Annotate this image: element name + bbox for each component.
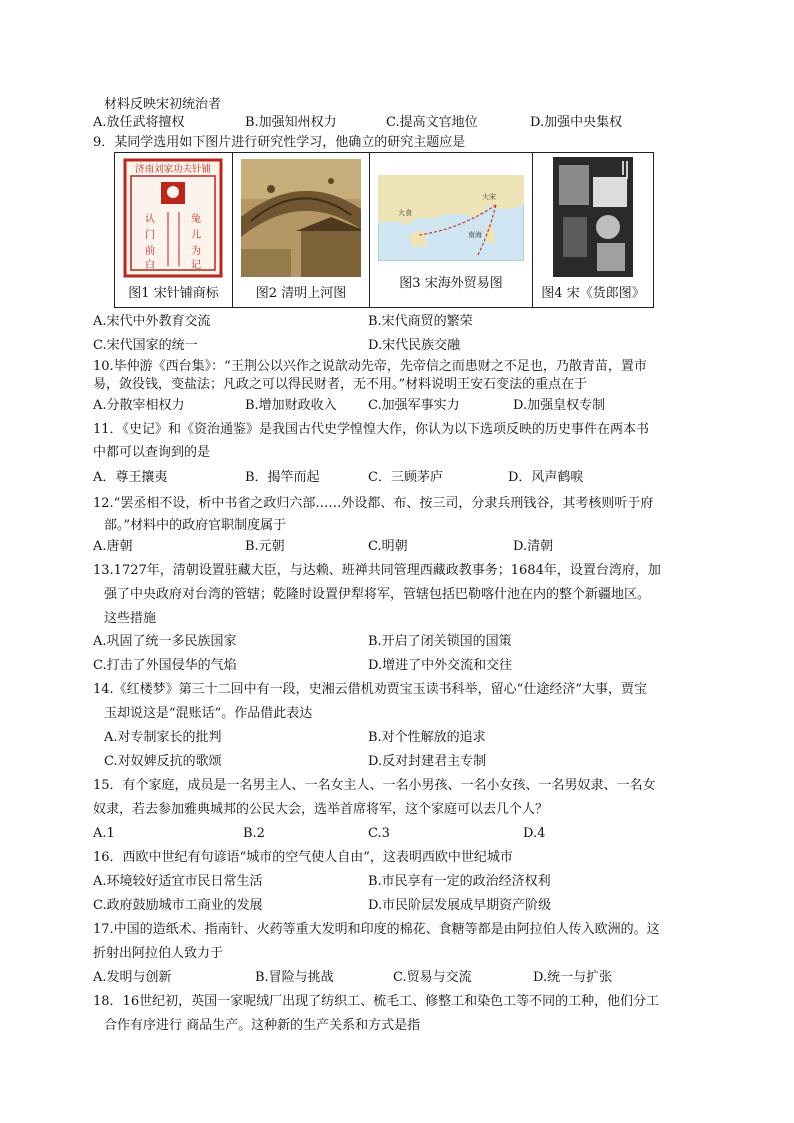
- figure-2: [233, 153, 370, 307]
- figure-2-caption: 图2 清明上河图: [255, 286, 347, 301]
- q13-option-d[interactable]: D.增进了中外交流和交往: [368, 658, 513, 673]
- map-label-arabia: 大食: [398, 209, 412, 217]
- q10-option-b[interactable]: B.增加财政收入: [245, 398, 337, 413]
- figure-4: [533, 153, 653, 307]
- figure-4-caption: 图4 宋《货郎图》: [541, 286, 645, 301]
- seal-trademark-image: [123, 158, 223, 278]
- q12-option-c[interactable]: C.明朝: [368, 539, 408, 554]
- q12-option-d[interactable]: D.清朝: [513, 539, 554, 554]
- q10-option-a[interactable]: A.分散宰相权力: [93, 398, 185, 413]
- q17-option-a[interactable]: A.发明与创新: [93, 970, 172, 985]
- q16-option-b[interactable]: B.市民享有一定的政治经济权利: [368, 874, 551, 889]
- seal-char-1: 认: [145, 214, 155, 225]
- q16-option-a[interactable]: A.环境较好适宜市民日常生活: [93, 874, 263, 889]
- q18-stem-2: 合作有序进行 商品生产。这种新的生产关系和方式是指: [104, 1018, 421, 1033]
- q10-option-d[interactable]: D.加强皇权专制: [513, 398, 606, 413]
- q15-option-a[interactable]: A.1: [93, 826, 115, 841]
- q17-option-b[interactable]: B.冒险与挑战: [255, 970, 334, 985]
- seal-char-5: 兔: [191, 214, 201, 225]
- seal-char-2: 门: [145, 230, 155, 241]
- seal-char-4: 白: [145, 260, 155, 271]
- map-label-song: 大宋: [482, 193, 496, 201]
- q12-option-b[interactable]: B.元朝: [245, 539, 285, 554]
- q14-option-a[interactable]: A.对专制家长的批判: [104, 730, 222, 745]
- q9-option-b[interactable]: B.宋代商贸的繁荣: [368, 314, 473, 329]
- q9-stem: 9．某同学选用如下图片进行研究性学习，他确立的研究主题应是: [93, 135, 466, 150]
- seal-char-3: 前: [145, 246, 155, 257]
- q11-stem-2: 中都可以查询到的是: [93, 445, 211, 460]
- seal-char-7: 为: [191, 246, 201, 257]
- q15-stem-2: 奴隶，若去参加雅典城邦的公民大会，选举首席将军，这个家庭可以去几个人？: [93, 802, 549, 817]
- q17-option-c[interactable]: C.贸易与交流: [393, 970, 472, 985]
- q14-option-c[interactable]: C.对奴婢反抗的歌颂: [104, 754, 222, 769]
- q10-option-c[interactable]: C.加强军事实力: [368, 398, 460, 413]
- q13-option-a[interactable]: A.巩固了统一多民族国家: [93, 634, 237, 649]
- q12-stem-1: 12.“罢丞相不设，析中书省之政归六部……外设都、布、按三司，分隶兵刑钱谷，其考核则听于府: [93, 496, 654, 511]
- q11-option-a[interactable]: A．尊王攘夷: [93, 470, 168, 485]
- q12-stem-2: 部。”材料中的政府官职制度属于: [104, 518, 287, 533]
- q13-option-c[interactable]: C.打击了外国侵华的气焰: [93, 658, 237, 673]
- seal-char-8: 记: [191, 260, 201, 271]
- q13-stem-2: 强了中央政府对台湾的管辖；乾隆时设置伊犁将军，管辖包括巴勒喀什池在内的整个新疆地区。: [104, 587, 651, 602]
- figure-3: [370, 153, 533, 307]
- q15-stem-1: 15．有个家庭，成员是一名男主人、一名女主人、一名小男孩、一名小女孩、一名男奴隶、一名女: [93, 778, 656, 793]
- q8-option-c[interactable]: C.提高文官地位: [386, 115, 478, 130]
- q14-option-b[interactable]: B.对个性解放的追求: [368, 730, 486, 745]
- q13-stem-3: 这些措施: [104, 611, 157, 626]
- figure-table: [114, 152, 654, 308]
- figure-1: [115, 153, 233, 307]
- q9-option-a[interactable]: A.宋代中外教育交流: [93, 314, 211, 329]
- trade-map-image: [378, 175, 524, 261]
- peddler-painting-image: [553, 157, 633, 277]
- q8-option-d[interactable]: D.加强中央集权: [530, 115, 623, 130]
- q8-option-a[interactable]: A.放任武将擅权: [93, 115, 185, 130]
- q16-option-d[interactable]: D.市民阶层发展成早期资产阶级: [368, 898, 552, 913]
- q8-stem-end: 材料反映宋初统治者: [104, 97, 222, 112]
- q9-option-c[interactable]: C.宋代国家的统一: [93, 338, 198, 353]
- q17-stem-1: 17.中国的造纸术、指南针、火药等重大发明和印度的棉花、食糖等都是由阿拉伯人传入欧洲的。这: [93, 922, 660, 937]
- q15-option-b[interactable]: B.2: [243, 826, 265, 841]
- q13-option-b[interactable]: B.开启了闭关锁国的国策: [368, 634, 512, 649]
- q11-option-b[interactable]: B．揭竿而起: [245, 470, 320, 485]
- q15-option-c[interactable]: C.3: [368, 826, 390, 841]
- q15-option-d[interactable]: D.4: [523, 826, 546, 841]
- q11-option-d[interactable]: D．风声鹤唳: [508, 470, 584, 485]
- q11-option-c[interactable]: C．三顾茅庐: [368, 470, 443, 485]
- seal-top-text: 济南刘家功夫针铺: [134, 164, 212, 175]
- q17-stem-2: 折射出阿拉伯人致力于: [93, 946, 224, 961]
- figure-1-caption: 图1 宋针铺商标: [128, 286, 219, 301]
- q12-option-a[interactable]: A.唐朝: [93, 539, 133, 554]
- q10-stem-2: 易，敛役钱，变盐法；凡政之可以得民财者，无不用。”材料说明王安石变法的重点在于: [93, 377, 588, 392]
- q14-stem-2: 玉却说这是“混账话”。作品借此表达: [104, 706, 313, 721]
- q18-stem-1: 18．16世纪初，英国一家呢绒厂出现了纺织工、梳毛工、修整工和染色工等不同的工种，他们分工: [93, 994, 660, 1009]
- figure-3-caption: 图3 宋海外贸易图: [399, 276, 503, 291]
- q10-stem-1: 10.毕仲游《西台集》：“王荆公以兴作之说歆动先帝，先帝信之而患财之不足也，乃散青苗，置市: [93, 359, 647, 374]
- qingming-painting-image: [241, 159, 361, 277]
- q8-option-b[interactable]: B.加强知州权力: [245, 115, 337, 130]
- q17-option-d[interactable]: D.统一与扩张: [533, 970, 613, 985]
- q16-stem: 16．西欧中世纪有句谚语“城市的空气使人自由”，这表明西欧中世纪城市: [93, 850, 513, 865]
- q11-stem-1: 11．《史记》和《资治通鉴》是我国古代史学惶惶大作，你认为以下选项反映的历史事件在两本书: [93, 422, 650, 437]
- q14-option-d[interactable]: D.反对封建君主专制: [368, 754, 487, 769]
- seal-char-6: 儿: [191, 230, 201, 241]
- q14-stem-1: 14.《红楼梦》第三十二回中有一段，史湘云借机劝贾宝玉读书科举，留心“仕途经济”大事，贾宝: [93, 682, 647, 697]
- map-label-south-sea: 南海: [468, 231, 482, 239]
- q16-option-c[interactable]: C.政府鼓励城市工商业的发展: [93, 898, 263, 913]
- q9-option-d[interactable]: D.宋代民族交融: [368, 338, 461, 353]
- q13-stem-1: 13.1727年，清朝设置驻藏大臣，与达赖、班禅共同管理西藏政教事务；1684年，设置台湾府，加: [93, 563, 661, 578]
